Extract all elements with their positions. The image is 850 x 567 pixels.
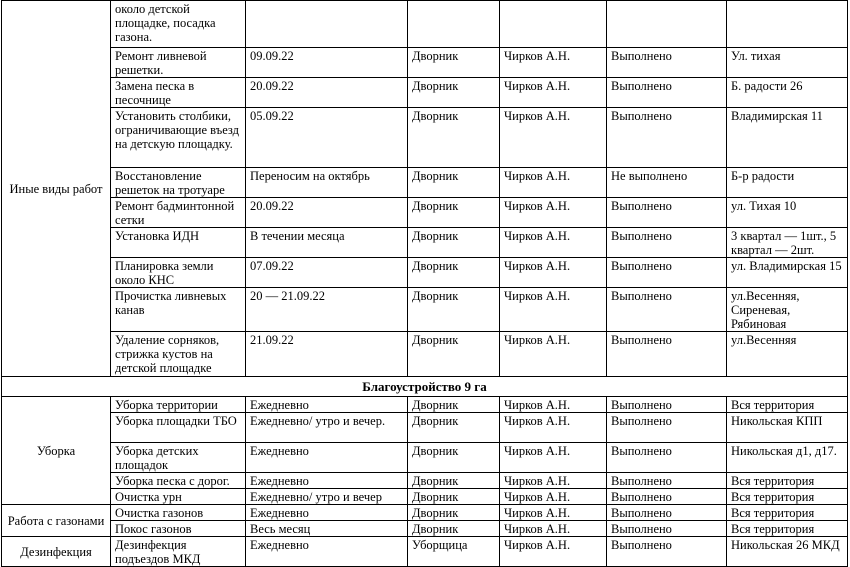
table-row — [2, 108, 848, 168]
worker-cell: Дворник — [408, 48, 500, 78]
table-row — [2, 228, 848, 258]
worker-cell: Дворник — [408, 397, 500, 413]
status-cell: Выполнено — [607, 108, 727, 168]
schedule-cell: Переносим на октябрь — [246, 168, 408, 198]
status-cell: Выполнено — [607, 397, 727, 413]
worker-cell: Дворник — [408, 198, 500, 228]
responsible-cell: Чирков А.Н. — [500, 198, 607, 228]
status-cell: Выполнено — [607, 489, 727, 505]
location-cell: Вся территория — [727, 473, 848, 489]
status-cell: Выполнено — [607, 473, 727, 489]
location-cell: Владимирская 11 — [727, 108, 848, 168]
work-cell: Покос газонов — [111, 521, 246, 537]
status-cell — [607, 1, 727, 48]
work-cell: Очистка урн — [111, 489, 246, 505]
worker-cell: Дворник — [408, 288, 500, 332]
status-cell: Выполнено — [607, 228, 727, 258]
work-cell: около детской площадке, посадка газона. — [111, 1, 246, 48]
schedule-cell: В течении месяца — [246, 228, 408, 258]
schedule-cell: Ежедневно — [246, 473, 408, 489]
worker-cell: Дворник — [408, 78, 500, 108]
work-cell: Замена песка в песочнице — [111, 78, 246, 108]
status-cell: Выполнено — [607, 521, 727, 537]
responsible-cell: Чирков А.Н. — [500, 168, 607, 198]
worker-cell: Дворник — [408, 108, 500, 168]
table-row — [2, 489, 848, 505]
responsible-cell: Чирков А.Н. — [500, 228, 607, 258]
worker-cell — [408, 1, 500, 48]
table-row — [2, 537, 848, 567]
location-cell: ул.Весенняя, Сиреневая, Рябиновая — [727, 288, 848, 332]
status-cell: Выполнено — [607, 505, 727, 521]
work-cell: Очистка газонов — [111, 505, 246, 521]
table-row — [2, 521, 848, 537]
table-row — [2, 397, 848, 413]
worker-cell: Дворник — [408, 258, 500, 288]
category-cell: Работа с газонами — [2, 505, 111, 537]
worker-cell: Дворник — [408, 489, 500, 505]
responsible-cell: Чирков А.Н. — [500, 537, 607, 567]
table-row — [2, 48, 848, 78]
status-cell: Выполнено — [607, 443, 727, 473]
work-cell: Прочистка ливневых канав — [111, 288, 246, 332]
worker-cell: Дворник — [408, 521, 500, 537]
work-cell: Установка ИДН — [111, 228, 246, 258]
table-row — [2, 473, 848, 489]
responsible-cell: Чирков А.Н. — [500, 397, 607, 413]
section-title: Благоустройство 9 га — [2, 377, 848, 397]
work-cell: Дезинфекция подъездов МКД — [111, 537, 246, 567]
schedule-cell: 20.09.22 — [246, 198, 408, 228]
table-row — [2, 443, 848, 473]
worker-cell: Дворник — [408, 168, 500, 198]
schedule-cell — [246, 1, 408, 48]
schedule-cell: 20.09.22 — [246, 78, 408, 108]
table-row — [2, 78, 848, 108]
worker-cell: Дворник — [408, 473, 500, 489]
location-cell: Б-р радости — [727, 168, 848, 198]
status-cell: Выполнено — [607, 332, 727, 377]
work-cell: Планировка земли около КНС — [111, 258, 246, 288]
responsible-cell: Чирков А.Н. — [500, 48, 607, 78]
location-cell: Никольская КПП — [727, 413, 848, 443]
location-cell: ул.Весенняя — [727, 332, 848, 377]
table-row — [2, 1, 848, 48]
responsible-cell: Чирков А.Н. — [500, 443, 607, 473]
work-cell: Ремонт бадминтонной сетки — [111, 198, 246, 228]
location-cell: Ул. тихая — [727, 48, 848, 78]
location-cell: Никольская 26 МКД — [727, 537, 848, 567]
worker-cell: Дворник — [408, 228, 500, 258]
schedule-cell: 07.09.22 — [246, 258, 408, 288]
responsible-cell: Чирков А.Н. — [500, 78, 607, 108]
location-cell: ул. Владимирская 15 — [727, 258, 848, 288]
responsible-cell: Чирков А.Н. — [500, 489, 607, 505]
table-row — [2, 505, 848, 521]
section-row — [2, 377, 848, 397]
worker-cell: Дворник — [408, 443, 500, 473]
location-cell: 3 квартал — 1шт., 5 квартал — 2шт. — [727, 228, 848, 258]
location-cell: Вся территория — [727, 505, 848, 521]
location-cell — [727, 1, 848, 48]
worker-cell: Уборщица — [408, 537, 500, 567]
status-cell: Выполнено — [607, 413, 727, 443]
category-cell: Иные виды работ — [2, 1, 111, 377]
location-cell: ул. Тихая 10 — [727, 198, 848, 228]
responsible-cell: Чирков А.Н. — [500, 413, 607, 443]
schedule-cell: Ежедневно/ утро и вечер — [246, 489, 408, 505]
responsible-cell — [500, 1, 607, 48]
responsible-cell: Чирков А.Н. — [500, 521, 607, 537]
work-report-table — [1, 0, 848, 567]
status-cell: Не выполнено — [607, 168, 727, 198]
responsible-cell: Чирков А.Н. — [500, 288, 607, 332]
work-cell: Уборка площадки ТБО — [111, 413, 246, 443]
responsible-cell: Чирков А.Н. — [500, 258, 607, 288]
schedule-cell: Ежедневно/ утро и вечер. — [246, 413, 408, 443]
table-body — [2, 1, 848, 567]
work-cell: Ремонт ливневой решетки. — [111, 48, 246, 78]
location-cell: Б. радости 26 — [727, 78, 848, 108]
location-cell: Вся территория — [727, 489, 848, 505]
work-cell: Восстановление решеток на тротуаре — [111, 168, 246, 198]
status-cell: Выполнено — [607, 258, 727, 288]
status-cell: Выполнено — [607, 288, 727, 332]
location-cell: Вся территория — [727, 397, 848, 413]
worker-cell: Дворник — [408, 413, 500, 443]
status-cell: Выполнено — [607, 198, 727, 228]
table-row — [2, 288, 848, 332]
work-cell: Уборка детских площадок — [111, 443, 246, 473]
responsible-cell: Чирков А.Н. — [500, 473, 607, 489]
table-row — [2, 198, 848, 228]
work-cell: Уборка территории — [111, 397, 246, 413]
work-cell: Удаление сорняков, стрижка кустов на детской площадке — [111, 332, 246, 377]
table-row — [2, 168, 848, 198]
work-cell: Установить столбики, ограничивающие въезд на детскую площадку. — [111, 108, 246, 168]
status-cell: Выполнено — [607, 48, 727, 78]
schedule-cell: Весь месяц — [246, 521, 408, 537]
schedule-cell: 05.09.22 — [246, 108, 408, 168]
work-cell: Уборка песка с дорог. — [111, 473, 246, 489]
status-cell: Выполнено — [607, 537, 727, 567]
schedule-cell: Ежедневно — [246, 537, 408, 567]
category-cell: Уборка — [2, 397, 111, 505]
table-row — [2, 332, 848, 377]
schedule-cell: Ежедневно — [246, 443, 408, 473]
worker-cell: Дворник — [408, 332, 500, 377]
status-cell: Выполнено — [607, 78, 727, 108]
schedule-cell: 20 — 21.09.22 — [246, 288, 408, 332]
schedule-cell: Ежедневно — [246, 397, 408, 413]
table-row — [2, 413, 848, 443]
schedule-cell: 09.09.22 — [246, 48, 408, 78]
responsible-cell: Чирков А.Н. — [500, 505, 607, 521]
location-cell: Никольская д1, д17. — [727, 443, 848, 473]
location-cell: Вся территория — [727, 521, 848, 537]
responsible-cell: Чирков А.Н. — [500, 108, 607, 168]
schedule-cell: 21.09.22 — [246, 332, 408, 377]
table-row — [2, 258, 848, 288]
schedule-cell: Ежедневно — [246, 505, 408, 521]
responsible-cell: Чирков А.Н. — [500, 332, 607, 377]
category-cell: Дезинфекция — [2, 537, 111, 567]
worker-cell: Дворник — [408, 505, 500, 521]
